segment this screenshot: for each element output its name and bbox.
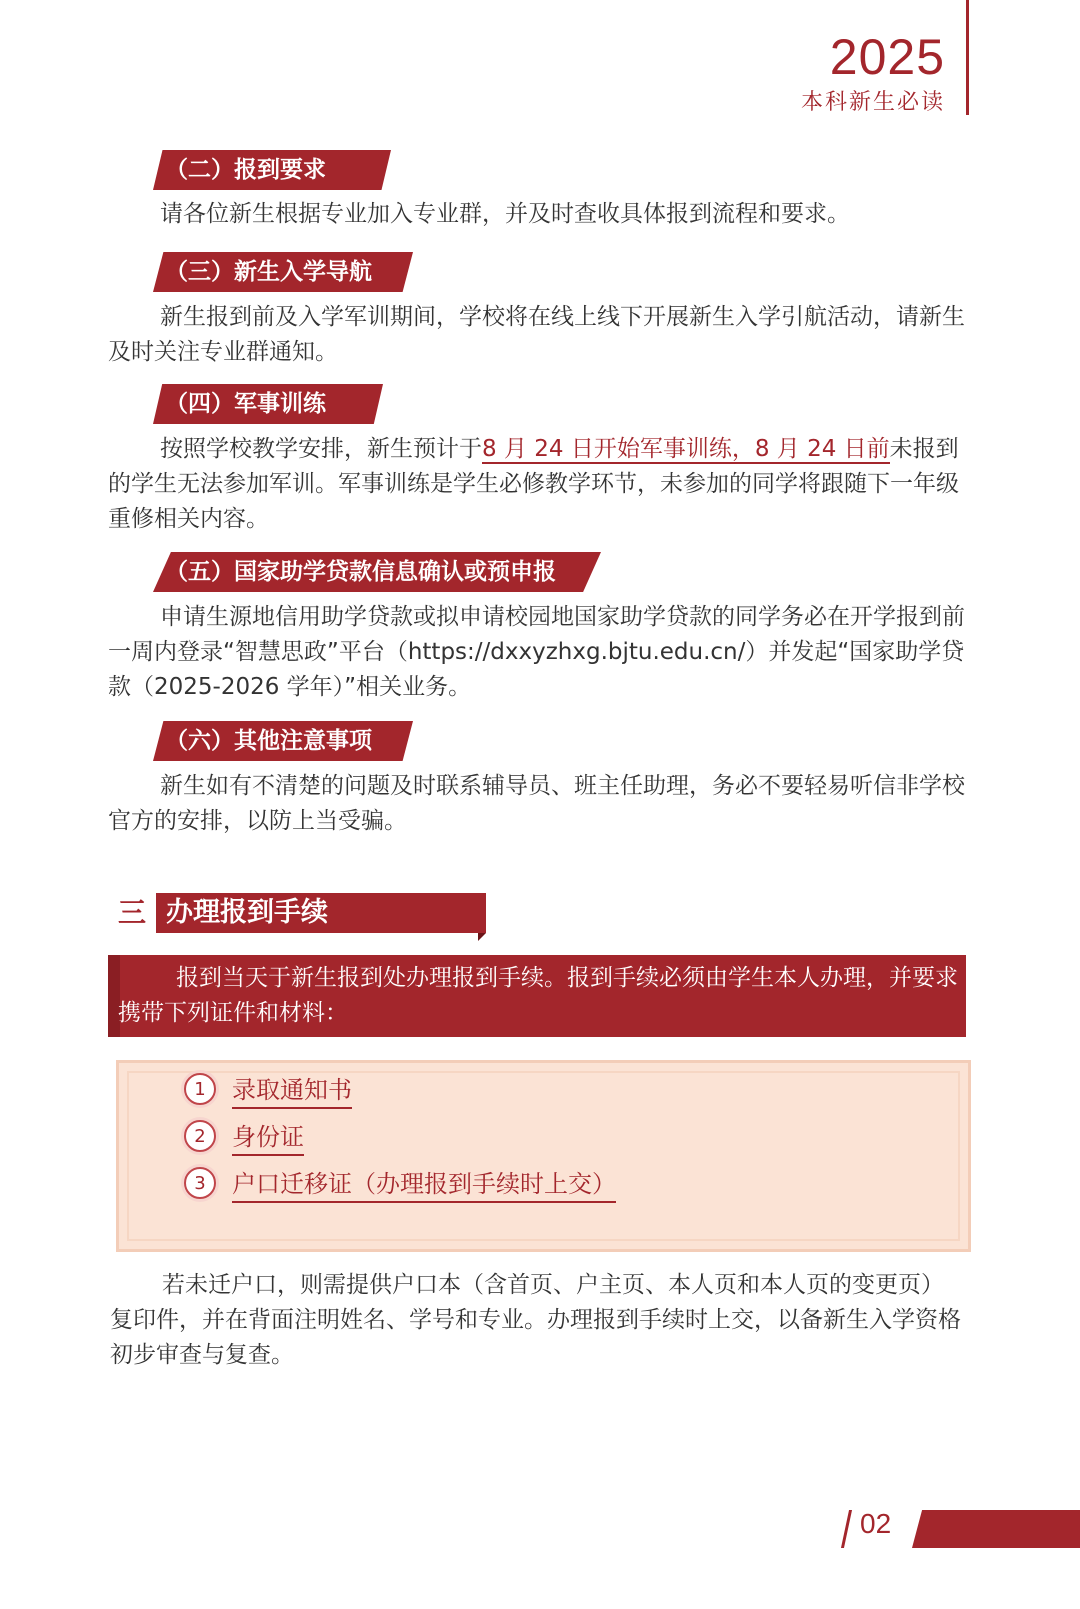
header-divider xyxy=(966,0,969,115)
section-heading-s4 xyxy=(153,384,383,424)
banner-text: 报到当天于新生报到处办理报到手续。报到手续必须由学生本人办理，并要求携带下列证件和材料： xyxy=(118,965,958,1026)
number-badge: 3 xyxy=(184,1167,216,1199)
body-text: 未报到的学生无法参加军训。军事训练是学生必修教学环节，未参加的同学将跟随下一年级重修相关内容。 xyxy=(108,436,959,532)
section-title: （四）军事训练 xyxy=(165,391,326,417)
material-label: 户口迁移证（办理报到手续时上交） xyxy=(232,1164,616,1203)
footer-bar xyxy=(912,1510,1080,1548)
requirements-banner xyxy=(108,955,966,1037)
main-section-title: 办理报到手续 xyxy=(166,897,328,928)
number-badge: 2 xyxy=(184,1120,216,1152)
section-title: （二）报到要求 xyxy=(165,157,326,183)
section-title: （六）其他注意事项 xyxy=(165,728,372,754)
main-section-number: 三 xyxy=(118,896,147,929)
material-label: 录取通知书 xyxy=(232,1070,352,1109)
highlight-date: 8 月 24 日开始军事训练，8 月 24 日前 xyxy=(482,436,890,462)
number-badge: 1 xyxy=(184,1073,216,1105)
section-heading-s2 xyxy=(153,150,391,190)
hukou-note: 若未迁户口，则需提供户口本（含首页、户主页、本人页和本人页的变更页）复印件，并在背面注明姓名、学号和专业。办理报到手续时上交，以备新生入学资格初步审查与复查。 xyxy=(110,1272,961,1368)
body-text: 按照学校教学安排，新生预计于 xyxy=(160,436,482,462)
material-item xyxy=(184,1166,616,1200)
section-title: （五）国家助学贷款信息确认或预申报 xyxy=(165,559,556,585)
section-body-s3: 新生报到前及入学军训期间，学校将在线上线下开展新生入学引航活动，请新生及时关注专业群通知。 xyxy=(108,304,965,365)
section-heading-s5 xyxy=(153,552,601,592)
section-body-s2: 请各位新生根据专业加入专业群，并及时查收具体报到流程和要求。 xyxy=(160,201,850,227)
header-subtitle: 本科新生必读 xyxy=(800,90,945,115)
material-item xyxy=(184,1072,352,1106)
material-item xyxy=(184,1119,304,1153)
page-number: 02 xyxy=(860,1508,892,1539)
section-heading-s3 xyxy=(153,252,413,292)
page-number-slash xyxy=(841,1510,852,1548)
section-title: （三）新生入学导航 xyxy=(165,259,372,285)
header-year: 2025 xyxy=(829,29,945,85)
section-body-s4 xyxy=(108,432,968,537)
section-heading-s6 xyxy=(153,721,413,761)
material-label: 身份证 xyxy=(232,1117,304,1156)
section-body-s5: 申请生源地信用助学贷款或拟申请校园地国家助学贷款的同学务必在开学报到前一周内登录“智慧思政”平台（https://dxxyzhxg.bjtu.edu.cn/）并发起“国家助学贷款（2025-2026 学年）”相关业务。 xyxy=(108,604,965,700)
section-body-s6: 新生如有不清楚的问题及时联系辅导员、班主任助理，务必不要轻易听信非学校官方的安排，以防上当受骗。 xyxy=(108,773,965,834)
